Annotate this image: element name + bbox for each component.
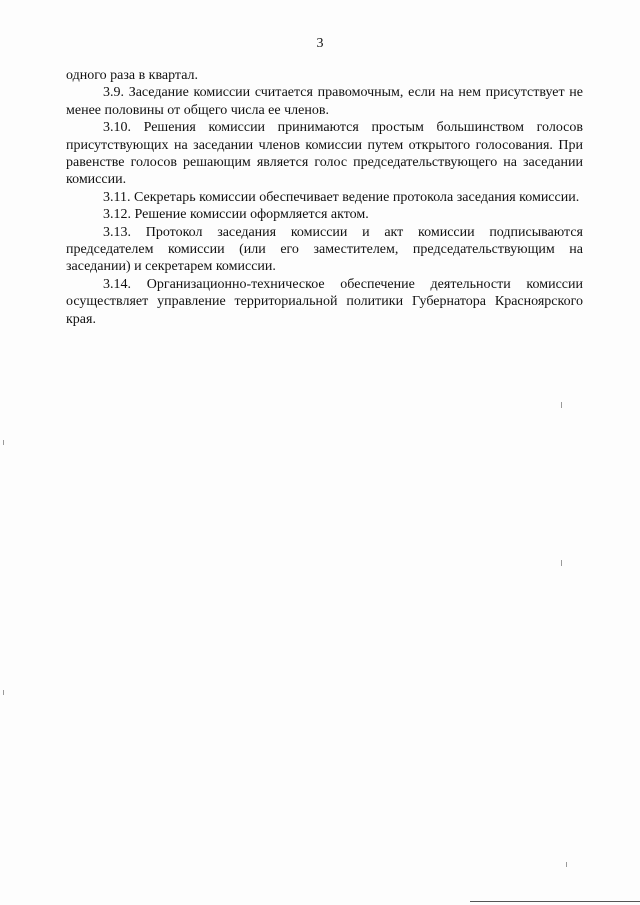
- scan-artifact: [3, 440, 4, 445]
- document-body: [66, 67, 583, 328]
- paragraph-3-13: 3.13. Протокол заседания комиссии и акт комиссии подписываются председателем комиссии (или его заместителем, председательствующим на заседании) и секретарем комиссии.: [66, 224, 583, 275]
- paragraph-continuation: одного раза в квартал.: [66, 68, 199, 83]
- paragraph-3-9: 3.9. Заседание комиссии считается правомочным, если на нем присутствует не менее половины от общего числа ее членов.: [66, 85, 583, 118]
- paragraph-3-12: 3.12. Решение комиссии оформляется актом.: [103, 207, 369, 223]
- paragraph-3-14: 3.14. Организационно-техническое обеспечение деятельности комиссии осуществляет управление территориальной политики Губернатора Красноярского края.: [66, 276, 583, 327]
- scan-artifact: [561, 402, 562, 408]
- page-number: 3: [316, 36, 324, 51]
- scan-edge-line: [470, 901, 640, 902]
- paragraph-3-10: 3.10. Решения комиссии принимаются простым большинством голосов присутствующих на заседании членов комиссии путем открытого голосования. При равенстве голосов решающим является голос председательствующего на заседании комиссии.: [66, 120, 583, 188]
- paragraph-3-11: 3.11. Секретарь комиссии обеспечивает ведение протокола заседания комиссии.: [103, 189, 580, 205]
- scan-artifact: [3, 690, 4, 695]
- scan-artifact: [566, 862, 567, 867]
- scan-artifact: [561, 560, 562, 566]
